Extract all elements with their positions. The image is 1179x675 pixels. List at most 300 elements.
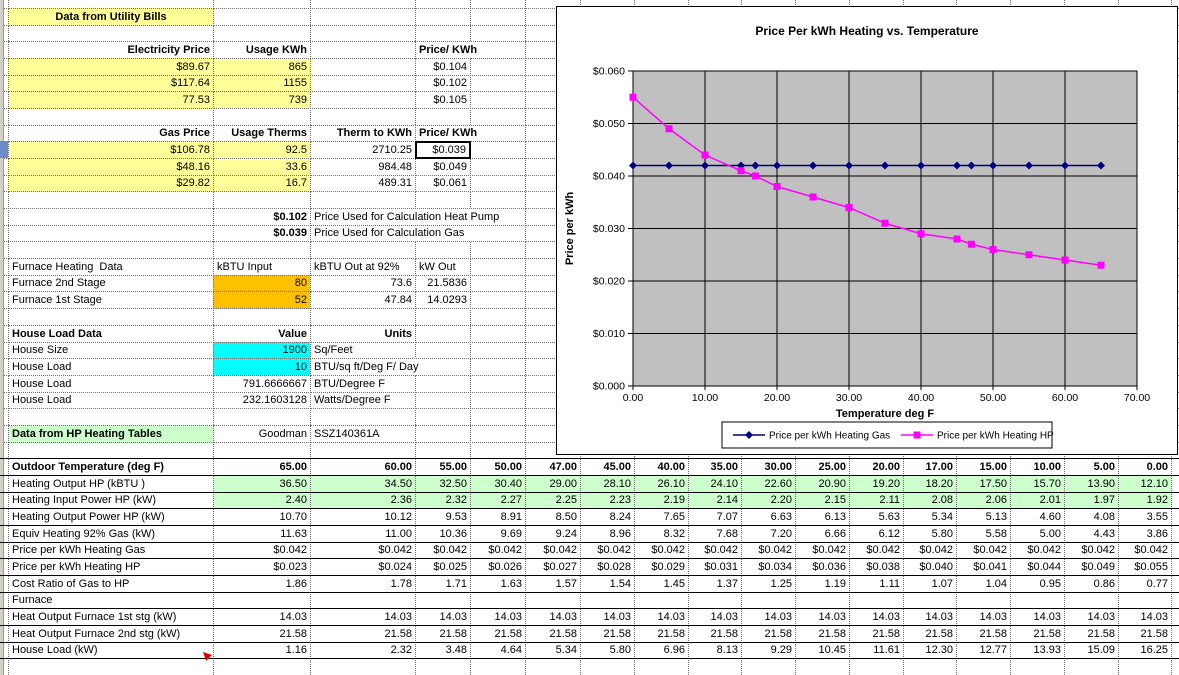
cell-M38[interactable]: 21.58 (849, 625, 904, 643)
cell-K39[interactable]: 9.29 (741, 642, 796, 659)
cell-C5[interactable]: 1155 (213, 75, 311, 92)
cell-C35[interactable]: 1.86 (213, 575, 311, 593)
cell-R37[interactable]: 14.03 (1118, 608, 1172, 626)
cell-M39[interactable]: 11.61 (849, 642, 904, 659)
table-row-border (0, 575, 1179, 576)
cell-J37[interactable]: 14.03 (688, 608, 742, 626)
cell-F38[interactable]: 21.58 (470, 625, 526, 643)
cell-L29[interactable]: 20.90 (795, 475, 850, 493)
cell-C4[interactable]: 865 (213, 58, 311, 76)
cell-B20[interactable]: House Load Data (8, 325, 214, 343)
cell-R29[interactable]: 12.10 (1118, 475, 1172, 493)
cell-P32[interactable]: 5.00 (1010, 525, 1065, 543)
cell-G39[interactable]: 5.34 (525, 642, 581, 659)
legend-label-gas: Price per kWh Heating Gas (769, 430, 891, 442)
cell-D14[interactable]: Price Used for Calculation Gas (310, 225, 526, 242)
cell-B31[interactable]: Heating Output Power HP (kW) (8, 508, 214, 526)
cell-I28[interactable]: 40.00 (634, 458, 689, 476)
legend-label-hp: Price per kWh Heating HP (937, 430, 1054, 442)
series-marker-1 (666, 125, 673, 132)
y-tick-label: $0.050 (592, 118, 625, 130)
cell-B4[interactable]: $89.67 (8, 58, 214, 76)
cell-H32[interactable]: 8.96 (580, 525, 635, 543)
cell-C16[interactable]: kBTU Input (213, 258, 311, 276)
cell-E29[interactable]: 32.50 (415, 475, 471, 493)
cell-J31[interactable]: 7.07 (688, 508, 742, 526)
cell-O32[interactable]: 5.58 (956, 525, 1011, 543)
cell-J32[interactable]: 7.68 (688, 525, 742, 543)
cell-K28[interactable]: 30.00 (741, 458, 796, 476)
cell-J30[interactable]: 2.14 (688, 492, 742, 509)
cell-I34[interactable]: $0.029 (634, 558, 689, 576)
cell-D31[interactable]: 10.12 (310, 508, 416, 526)
cell-R38[interactable]: 21.58 (1118, 625, 1172, 643)
cell-D16[interactable]: kBTU Out at 92% (310, 258, 416, 276)
cell-Q30[interactable]: 1.97 (1064, 492, 1119, 509)
cell-E4[interactable]: $0.104 (415, 58, 471, 76)
cell-D38[interactable]: 21.58 (310, 625, 416, 643)
cell-C20[interactable]: Value (213, 325, 311, 343)
cell-L37[interactable]: 14.03 (795, 608, 850, 626)
cell-B21[interactable]: House Size (8, 342, 214, 359)
cell-D18[interactable]: 47.84 (310, 291, 416, 309)
cell-O28[interactable]: 15.00 (956, 458, 1011, 476)
cell-B1[interactable]: Data from Utility Bills (8, 8, 214, 26)
cell-B24[interactable]: House Load (8, 392, 214, 409)
cell-N32[interactable]: 5.80 (903, 525, 957, 543)
cell-D26[interactable]: SSZ140361A (310, 425, 416, 443)
cell-N37[interactable]: 14.03 (903, 608, 957, 626)
cell-K31[interactable]: 6.63 (741, 508, 796, 526)
cell-D24[interactable]: Watts/Degree F (310, 392, 416, 409)
cell-P29[interactable]: 15.70 (1010, 475, 1065, 493)
cell-L30[interactable]: 2.15 (795, 492, 850, 509)
series-marker-1 (738, 167, 745, 174)
cell-P38[interactable]: 21.58 (1010, 625, 1065, 643)
x-tick-label: 40.00 (907, 392, 935, 404)
cell-C11[interactable]: 16.7 (213, 175, 311, 192)
cell-J28[interactable]: 35.00 (688, 458, 742, 476)
cell-L28[interactable]: 25.00 (795, 458, 850, 476)
cell-P31[interactable]: 4.60 (1010, 508, 1065, 526)
cell-G28[interactable]: 47.00 (525, 458, 581, 476)
cell-O35[interactable]: 1.04 (956, 575, 1011, 593)
cell-C21[interactable]: 1900 (213, 342, 311, 359)
series-marker-1 (630, 94, 637, 101)
cell-C24[interactable]: 232.1603128 (213, 392, 311, 409)
cell-O39[interactable]: 12.77 (956, 642, 1011, 659)
cell-R34[interactable]: $0.055 (1118, 558, 1172, 576)
cell-D22[interactable]: BTU/sq ft/Deg F/ Day (310, 358, 471, 376)
cell-Q29[interactable]: 13.90 (1064, 475, 1119, 493)
cell-F33[interactable]: $0.042 (470, 542, 526, 559)
cell-Q39[interactable]: 15.09 (1064, 642, 1119, 659)
cell-E6[interactable]: $0.105 (415, 91, 471, 109)
cell-B34[interactable]: Price per kWh Heating HP (8, 558, 214, 576)
cell-O30[interactable]: 2.06 (956, 492, 1011, 509)
cell-D20[interactable]: Units (310, 325, 416, 343)
comment-indicator (203, 652, 213, 662)
cell-E32[interactable]: 10.36 (415, 525, 471, 543)
cell-C6[interactable]: 739 (213, 91, 311, 109)
cell-B35[interactable]: Cost Ratio of Gas to HP (8, 575, 214, 593)
cell-N33[interactable]: $0.042 (903, 542, 957, 559)
x-tick-label: 20.00 (763, 392, 791, 404)
cell-B29[interactable]: Heating Output HP (kBTU ) (8, 475, 214, 493)
cell-L32[interactable]: 6.66 (795, 525, 850, 543)
cell-M37[interactable]: 14.03 (849, 608, 904, 626)
cell-B33[interactable]: Price per kWh Heating Gas (8, 542, 214, 559)
cell-M35[interactable]: 1.11 (849, 575, 904, 593)
cell-D37[interactable]: 14.03 (310, 608, 416, 626)
cell-B26[interactable]: Data from HP Heating Tables (8, 425, 214, 443)
cell-Q38[interactable]: 21.58 (1064, 625, 1119, 643)
series-marker-1 (846, 204, 853, 211)
cell-M28[interactable]: 20.00 (849, 458, 904, 476)
cell-E33[interactable]: $0.042 (415, 542, 471, 559)
cell-L34[interactable]: $0.036 (795, 558, 850, 576)
series-marker-1 (1026, 251, 1033, 258)
cell-F31[interactable]: 8.91 (470, 508, 526, 526)
series-marker-1 (702, 152, 709, 159)
cell-D9[interactable]: 2710.25 (310, 141, 416, 159)
cell-E16[interactable]: kW Out (415, 258, 471, 276)
cell-I32[interactable]: 8.32 (634, 525, 689, 543)
cell-M31[interactable]: 5.63 (849, 508, 904, 526)
cell-B10[interactable]: $48.16 (8, 158, 214, 176)
cell-J33[interactable]: $0.042 (688, 542, 742, 559)
cell-G33[interactable]: $0.042 (525, 542, 581, 559)
cell-I35[interactable]: 1.45 (634, 575, 689, 593)
y-tick-label: $0.000 (592, 380, 625, 393)
selected-cell-E9[interactable]: $0.039 (415, 141, 471, 159)
cell-G31[interactable]: 8.50 (525, 508, 581, 526)
cell-I37[interactable]: 14.03 (634, 608, 689, 626)
cell-H28[interactable]: 45.00 (580, 458, 635, 476)
cell-R32[interactable]: 3.86 (1118, 525, 1172, 543)
cell-D39[interactable]: 2.32 (310, 642, 416, 659)
cell-B39[interactable]: House Load (kW) (8, 642, 214, 659)
cell-G38[interactable]: 21.58 (525, 625, 581, 643)
cell-P39[interactable]: 13.93 (1010, 642, 1065, 659)
cell-E37[interactable]: 14.03 (415, 608, 471, 626)
cell-Q28[interactable]: 5.00 (1064, 458, 1119, 476)
cell-K35[interactable]: 1.25 (741, 575, 796, 593)
cell-E39[interactable]: 3.48 (415, 642, 471, 659)
cell-O29[interactable]: 17.50 (956, 475, 1011, 493)
cell-R35[interactable]: 0.77 (1118, 575, 1172, 593)
cell-I38[interactable]: 21.58 (634, 625, 689, 643)
cell-D23[interactable]: BTU/Degree F (310, 375, 416, 393)
cell-H29[interactable]: 28.10 (580, 475, 635, 493)
cell-I39[interactable]: 6.96 (634, 642, 689, 659)
cell-K33[interactable]: $0.042 (741, 542, 796, 559)
cell-C10[interactable]: 33.6 (213, 158, 311, 176)
cell-O37[interactable]: 14.03 (956, 608, 1011, 626)
cell-P37[interactable]: 14.03 (1010, 608, 1065, 626)
cell-I29[interactable]: 26.10 (634, 475, 689, 493)
cell-H34[interactable]: $0.028 (580, 558, 635, 576)
cell-P30[interactable]: 2.01 (1010, 492, 1065, 509)
cell-C17[interactable]: 80 (213, 275, 311, 292)
table-row-border (0, 625, 1179, 626)
x-tick-label: 0.00 (622, 392, 644, 404)
y-tick-label: $0.030 (592, 223, 625, 235)
series-marker-1 (918, 230, 925, 237)
cell-G29[interactable]: 29.00 (525, 475, 581, 493)
cell-E10[interactable]: $0.049 (415, 158, 471, 176)
cell-C23[interactable]: 791.6666667 (213, 375, 311, 393)
cell-E11[interactable]: $0.061 (415, 175, 471, 192)
cell-Q33[interactable]: $0.042 (1064, 542, 1119, 559)
cell-N38[interactable]: 21.58 (903, 625, 957, 643)
cell-P28[interactable]: 10.00 (1010, 458, 1065, 476)
cell-N31[interactable]: 5.34 (903, 508, 957, 526)
cell-B38[interactable]: Heat Output Furnace 2nd stg (kW) (8, 625, 214, 643)
cell-N30[interactable]: 2.08 (903, 492, 957, 509)
cell-F30[interactable]: 2.27 (470, 492, 526, 509)
cell-O31[interactable]: 5.13 (956, 508, 1011, 526)
cell-G30[interactable]: 2.25 (525, 492, 581, 509)
cell-E38[interactable]: 21.58 (415, 625, 471, 643)
cell-H31[interactable]: 8.24 (580, 508, 635, 526)
cell-D8[interactable]: Therm to KWh (310, 125, 416, 142)
table-row-border (0, 475, 1179, 476)
chart[interactable] (556, 6, 1178, 455)
cell-D13[interactable]: Price Used for Calculation Heat Pump (310, 208, 526, 226)
cell-C3[interactable]: Usage KWh (213, 41, 311, 59)
cell-B3[interactable]: Electricity Price (8, 41, 214, 59)
cell-D30[interactable]: 2.36 (310, 492, 416, 509)
cell-R39[interactable]: 16.25 (1118, 642, 1172, 659)
cell-E30[interactable]: 2.32 (415, 492, 471, 509)
cell-K34[interactable]: $0.034 (741, 558, 796, 576)
cell-B6[interactable]: 77.53 (8, 91, 214, 109)
cell-B8[interactable]: Gas Price (8, 125, 214, 142)
cell-H35[interactable]: 1.54 (580, 575, 635, 593)
cell-B28[interactable]: Outdoor Temperature (deg F) (8, 458, 214, 476)
series-marker-1 (1062, 257, 1069, 264)
cell-F28[interactable]: 50.00 (470, 458, 526, 476)
y-tick-label: $0.010 (592, 328, 625, 340)
table-row-border (0, 592, 1179, 593)
cell-P34[interactable]: $0.044 (1010, 558, 1065, 576)
cell-R31[interactable]: 3.55 (1118, 508, 1172, 526)
cell-Q37[interactable]: 14.03 (1064, 608, 1119, 626)
cell-R33[interactable]: $0.042 (1118, 542, 1172, 559)
cell-D29[interactable]: 34.50 (310, 475, 416, 493)
cell-K30[interactable]: 2.20 (741, 492, 796, 509)
cell-B30[interactable]: Heating Input Power HP (kW) (8, 492, 214, 509)
table-row-border (0, 508, 1179, 509)
chart-title: Price Per kWh Heating vs. Temperature (755, 24, 979, 38)
cell-C33[interactable]: $0.042 (213, 542, 311, 559)
cell-K38[interactable]: 21.58 (741, 625, 796, 643)
cell-B36[interactable]: Furnace (8, 592, 214, 609)
cell-B16[interactable]: Furnace Heating Data (8, 258, 214, 276)
series-marker-1 (1098, 262, 1105, 269)
cell-B17[interactable]: Furnace 2nd Stage (8, 275, 214, 292)
cell-F29[interactable]: 30.40 (470, 475, 526, 493)
cell-N29[interactable]: 18.20 (903, 475, 957, 493)
cell-B9[interactable]: $106.78 (8, 141, 214, 159)
cell-D10[interactable]: 984.48 (310, 158, 416, 176)
cell-I30[interactable]: 2.19 (634, 492, 689, 509)
cell-E28[interactable]: 55.00 (415, 458, 471, 476)
cell-L31[interactable]: 6.13 (795, 508, 850, 526)
cell-C9[interactable]: 92.5 (213, 141, 311, 159)
cell-B23[interactable]: House Load (8, 375, 214, 393)
series-marker-1 (882, 220, 889, 227)
x-tick-label: 10.00 (691, 392, 719, 404)
cell-C34[interactable]: $0.023 (213, 558, 311, 576)
cell-F32[interactable]: 9.69 (470, 525, 526, 543)
cell-G34[interactable]: $0.027 (525, 558, 581, 576)
x-tick-label: 60.00 (1051, 392, 1079, 404)
cell-N39[interactable]: 12.30 (903, 642, 957, 659)
legend-marker-hp (914, 432, 921, 439)
cell-M32[interactable]: 6.12 (849, 525, 904, 543)
cell-D33[interactable]: $0.042 (310, 542, 416, 559)
cell-I33[interactable]: $0.042 (634, 542, 689, 559)
cell-J34[interactable]: $0.031 (688, 558, 742, 576)
cell-H33[interactable]: $0.042 (580, 542, 635, 559)
cell-F34[interactable]: $0.026 (470, 558, 526, 576)
cell-C38[interactable]: 21.58 (213, 625, 311, 643)
series-marker-1 (752, 173, 759, 180)
series-marker-1 (990, 246, 997, 253)
cell-D34[interactable]: $0.024 (310, 558, 416, 576)
cell-D17[interactable]: 73.6 (310, 275, 416, 292)
cell-K29[interactable]: 22.60 (741, 475, 796, 493)
series-marker-1 (968, 241, 975, 248)
cell-C37[interactable]: 14.03 (213, 608, 311, 626)
cell-J38[interactable]: 21.58 (688, 625, 742, 643)
cell-E18[interactable]: 14.0293 (415, 291, 471, 309)
cell-L38[interactable]: 21.58 (795, 625, 850, 643)
cell-M34[interactable]: $0.038 (849, 558, 904, 576)
cell-P33[interactable]: $0.042 (1010, 542, 1065, 559)
cell-D11[interactable]: 489.31 (310, 175, 416, 192)
cell-G35[interactable]: 1.57 (525, 575, 581, 593)
cell-H37[interactable]: 14.03 (580, 608, 635, 626)
cell-D21[interactable]: Sq/Feet (310, 342, 416, 359)
cell-C31[interactable]: 10.70 (213, 508, 311, 526)
x-tick-label: 70.00 (1123, 392, 1151, 404)
cell-M33[interactable]: $0.042 (849, 542, 904, 559)
table-row-border (0, 492, 1179, 493)
cell-C18[interactable]: 52 (213, 291, 311, 309)
x-axis-title: Temperature deg F (835, 408, 935, 420)
table-row-border (0, 608, 1179, 609)
table-row-border (0, 642, 1179, 643)
series-marker-1 (774, 183, 781, 190)
cell-E8[interactable]: Price/ KWh (415, 125, 526, 142)
cell-P35[interactable]: 0.95 (1010, 575, 1065, 593)
cell-I31[interactable]: 7.65 (634, 508, 689, 526)
cell-C28[interactable]: 65.00 (213, 458, 311, 476)
cell-D32[interactable]: 11.00 (310, 525, 416, 543)
cell-H39[interactable]: 5.80 (580, 642, 635, 659)
cell-N28[interactable]: 17.00 (903, 458, 957, 476)
selected-row-indicator (0, 141, 8, 158)
cell-C29[interactable]: 36.50 (213, 475, 311, 493)
cell-C14[interactable]: $0.039 (213, 225, 311, 242)
cell-J29[interactable]: 24.10 (688, 475, 742, 493)
cell-B11[interactable]: $29.82 (8, 175, 214, 192)
cell-Q34[interactable]: $0.049 (1064, 558, 1119, 576)
cell-E17[interactable]: 21.5836 (415, 275, 471, 292)
cell-J35[interactable]: 1.37 (688, 575, 742, 593)
y-axis-title: Price per kWh (564, 191, 576, 266)
cell-D35[interactable]: 1.78 (310, 575, 416, 593)
cell-R30[interactable]: 1.92 (1118, 492, 1172, 509)
cell-N34[interactable]: $0.040 (903, 558, 957, 576)
cell-F39[interactable]: 4.64 (470, 642, 526, 659)
series-marker-1 (954, 236, 961, 243)
cell-C26[interactable]: Goodman (213, 425, 311, 443)
cell-K32[interactable]: 7.20 (741, 525, 796, 543)
cell-H38[interactable]: 21.58 (580, 625, 635, 643)
cell-L33[interactable]: $0.042 (795, 542, 850, 559)
cell-E35[interactable]: 1.71 (415, 575, 471, 593)
cell-K37[interactable]: 14.03 (741, 608, 796, 626)
table-row-border (0, 525, 1179, 526)
cell-G32[interactable]: 9.24 (525, 525, 581, 543)
y-tick-label: $0.060 (592, 65, 625, 78)
cell-N35[interactable]: 1.07 (903, 575, 957, 593)
cell-C22[interactable]: 10 (213, 358, 311, 376)
cell-F37[interactable]: 14.03 (470, 608, 526, 626)
cell-M30[interactable]: 2.11 (849, 492, 904, 509)
cell-C39[interactable]: 1.16 (213, 642, 311, 659)
x-tick-label: 50.00 (979, 392, 1007, 404)
cell-E31[interactable]: 9.53 (415, 508, 471, 526)
cell-M29[interactable]: 19.20 (849, 475, 904, 493)
series-marker-1 (810, 194, 817, 201)
cell-Q32[interactable]: 4.43 (1064, 525, 1119, 543)
cell-O33[interactable]: $0.042 (956, 542, 1011, 559)
cell-O34[interactable]: $0.041 (956, 558, 1011, 576)
cell-B5[interactable]: $117.64 (8, 75, 214, 92)
cell-D28[interactable]: 60.00 (310, 458, 416, 476)
cell-F35[interactable]: 1.63 (470, 575, 526, 593)
cell-L39[interactable]: 10.45 (795, 642, 850, 659)
cell-O38[interactable]: 21.58 (956, 625, 1011, 643)
cell-C8[interactable]: Usage Therms (213, 125, 311, 142)
cell-E34[interactable]: $0.025 (415, 558, 471, 576)
cell-C32[interactable]: 11.63 (213, 525, 311, 543)
cell-J39[interactable]: 8.13 (688, 642, 742, 659)
cell-E5[interactable]: $0.102 (415, 75, 471, 92)
cell-C13[interactable]: $0.102 (213, 208, 311, 226)
cell-B18[interactable]: Furnace 1st Stage (8, 291, 214, 309)
cell-G37[interactable]: 14.03 (525, 608, 581, 626)
table-row-border (0, 658, 1179, 659)
cell-E3[interactable]: Price/ KWh (415, 41, 526, 59)
cell-R28[interactable]: 0.00 (1118, 458, 1172, 476)
cell-B37[interactable]: Heat Output Furnace 1st stg (kW) (8, 608, 214, 626)
y-tick-label: $0.040 (592, 170, 625, 183)
cell-C30[interactable]: 2.40 (213, 492, 311, 509)
cell-L35[interactable]: 1.19 (795, 575, 850, 593)
cell-Q31[interactable]: 4.08 (1064, 508, 1119, 526)
row-header-edge (0, 0, 4, 675)
cell-Q35[interactable]: 0.86 (1064, 575, 1119, 593)
cell-H30[interactable]: 2.23 (580, 492, 635, 509)
cell-B32[interactable]: Equiv Heating 92% Gas (kW) (8, 525, 214, 543)
cell-B22[interactable]: House Load (8, 358, 214, 376)
